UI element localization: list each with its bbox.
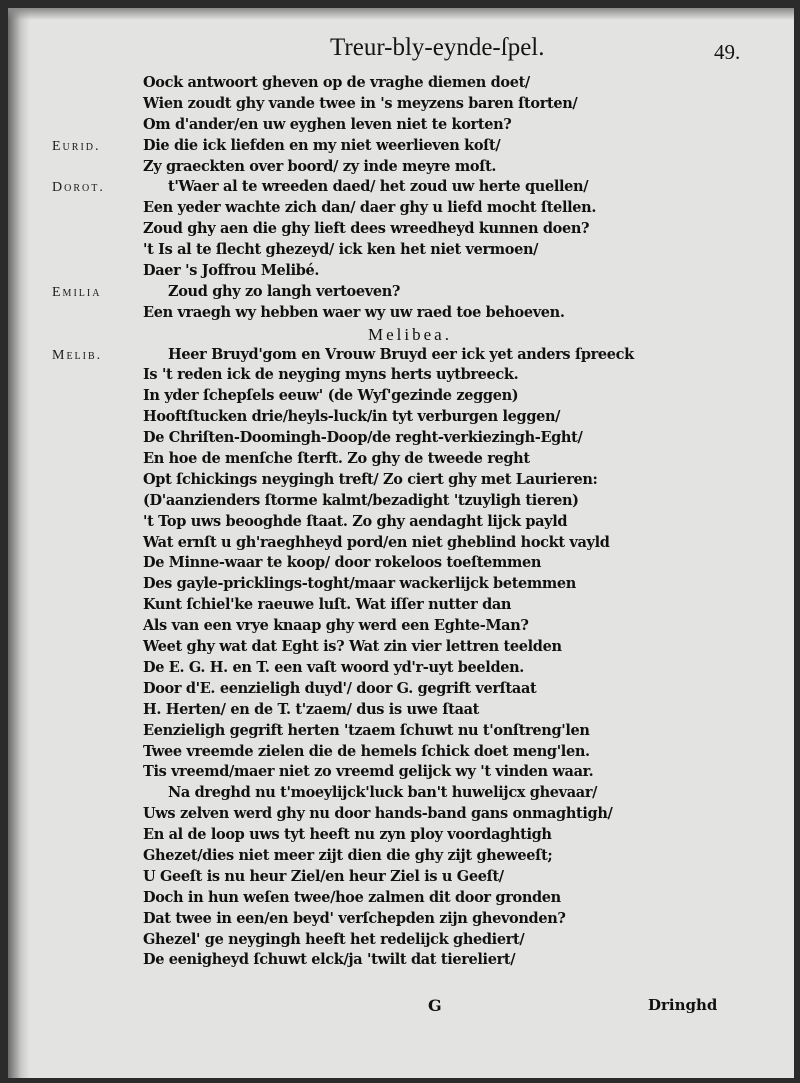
verse-text-line: Kunt ſchiel'ke raeuwe luſt. Wat iſſer nutter dan (143, 596, 512, 614)
verse-text-line: t'Waer al te wreeden daed/ het zoud uw herte quellen/ (168, 178, 589, 196)
scene-heading: Melibea. (368, 324, 452, 344)
running-title: Treur-bly-eynde-ſpel. (330, 34, 545, 61)
speaker-name: Eurid. (52, 138, 101, 154)
verse-text-line: Daer 's Joffrou Melibé. (143, 262, 320, 280)
verse-line (8, 304, 794, 325)
verse-text-line: Eenzieligh gegrift herten 'tzaem ſchuwt nu t'onſtreng'len (143, 721, 590, 739)
verse-line (8, 826, 794, 847)
verse-line (8, 722, 794, 743)
signature-mark: G (428, 996, 442, 1015)
verse-line (8, 680, 794, 701)
verse-text-line: H. Herten/ en de T. t'zaem/ dus is uwe ſtaat (143, 700, 480, 718)
verse-text-line: Doch in hun weſen twee/hoe zalmen dit door gronden (143, 888, 561, 906)
verse-text-line: (D'aanzienders ſtorme kalmt/bezadight 'tzuyligh tieren) (143, 491, 579, 509)
speaker-name: Melib. (52, 347, 103, 363)
verse-text-line: Hooftſtucken drie/heyls-luck/in tyt verburgen leggen/ (143, 408, 561, 426)
verse-line (8, 784, 794, 805)
verse-text-line: Des gayle-pricklings-toght/maar wackerlijck betemmen (143, 575, 576, 593)
verse-line (8, 743, 794, 764)
verse-line (8, 471, 794, 492)
verse-line (8, 513, 794, 534)
verse-text-line: Door d'E. eenzieligh duyd'/ door G. gegrift verſtaat (143, 679, 537, 697)
verse-line (8, 387, 794, 408)
top-edge-shadow (8, 8, 794, 20)
verse-text (8, 74, 794, 972)
verse-line (8, 638, 794, 659)
book-page (8, 8, 794, 1078)
verse-line (8, 346, 794, 367)
verse-text-line: 't Top uws beooghde ſtaat. Zo ghy aendaght lijck payld (143, 512, 568, 530)
verse-text-line: Ghezel' ge neygingh heeft het redelijck ghediert/ (143, 930, 525, 948)
verse-text-line: Zoud ghy aen die ghy lieft dees wreedheyd kunnen doen? (143, 220, 590, 238)
verse-line (8, 137, 794, 158)
page-footer (8, 996, 794, 1022)
verse-line (8, 701, 794, 722)
verse-line (8, 366, 794, 387)
verse-line (8, 617, 794, 638)
verse-text-line: De Minne-waar te koop/ door rokeloos toeſtemmen (143, 554, 542, 572)
verse-line (8, 262, 794, 283)
verse-text-line: Opt ſchickings neygingh treft/ Zo ciert ghy met Laurieren: (143, 470, 598, 488)
verse-line (8, 408, 794, 429)
verse-line (8, 325, 794, 346)
verse-line (8, 116, 794, 137)
verse-line (8, 847, 794, 868)
verse-text-line: Tis vreemd/maer niet zo vreemd gelijck wy 't vinden waar. (143, 763, 594, 781)
verse-line (8, 199, 794, 220)
verse-line (8, 158, 794, 179)
verse-text-line: De Chriſten-Doomingh-Doop/de reght-verkiezingh-Eght/ (143, 429, 583, 447)
verse-line (8, 575, 794, 596)
verse-line (8, 241, 794, 262)
verse-text-line: Weet ghy wat dat Eght is? Wat zin vier lettren teelden (143, 638, 562, 656)
verse-line (8, 805, 794, 826)
verse-line (8, 220, 794, 241)
verse-line (8, 95, 794, 116)
verse-line (8, 178, 794, 199)
verse-line (8, 763, 794, 784)
verse-line (8, 534, 794, 555)
verse-text-line: Die die ick liefden en my niet weerlieven koſt/ (143, 136, 501, 154)
verse-line (8, 889, 794, 910)
verse-line (8, 283, 794, 304)
verse-text-line: Twee vreemde zielen die de hemels ſchick doet meng'len. (143, 742, 590, 760)
verse-text-line: En al de loop uws tyt heeft nu zyn ploy voordaghtigh (143, 826, 552, 844)
verse-line (8, 931, 794, 952)
verse-text-line: Is 't reden ick de neyging myns herts uytbreeck. (143, 366, 519, 384)
verse-text-line: Wat ernſt u gh'raeghheyd pord/en niet gheblind hockt vayld (143, 533, 610, 551)
verse-text-line: Ghezet/dies niet meer zijt dien die ghy zijt gheweeſt; (143, 846, 553, 864)
speaker-name: Emilia (52, 284, 102, 300)
verse-text-line: Dat twee in een/en beyd' verſchepden zijn ghevonden? (143, 909, 566, 927)
verse-text-line: Een yeder wachte zich dan/ daer ghy u liefd mocht ſtellen. (143, 199, 597, 217)
verse-text-line: Na dreghd nu t'moeylijck'luck ban't huwelijcx ghevaar/ (168, 784, 598, 802)
verse-text-line: Om d'ander/en uw eyghen leven niet te korten? (143, 115, 512, 133)
verse-text-line: Als van een vrye knaap ghy werd een Eghte-Man? (143, 617, 529, 635)
verse-line (8, 492, 794, 513)
verse-text-line: 't Is al te ſlecht ghezeyd/ ick ken het niet vermoen/ (143, 241, 539, 259)
verse-text-line: De E. G. H. en T. een vaſt woord yd'r-uyt beelden. (143, 658, 525, 676)
verse-line (8, 554, 794, 575)
verse-line (8, 450, 794, 471)
speaker-name: Dorot. (52, 180, 105, 196)
verse-line (8, 951, 794, 972)
verse-text-line: U Geeſt is nu heur Ziel/en heur Ziel is u Geeſt/ (143, 867, 504, 885)
verse-text-line: Een vraegh wy hebben waer wy uw raed toe behoeven. (143, 303, 565, 321)
verse-line (8, 429, 794, 450)
verse-line (8, 659, 794, 680)
verse-line (8, 596, 794, 617)
page-number: 49. (714, 40, 741, 64)
verse-text-line: Oock antwoort gheven op de vraghe diemen doet/ (143, 74, 530, 91)
verse-text-line: In yder ſchepſels eeuw' (de Wyſ'gezinde zeggen) (143, 387, 519, 405)
verse-text-line: En hoe de menſche ſterft. Zo ghy de tweede reght (143, 450, 530, 468)
verse-text-line: Wien zoudt ghy vande twee in 's meyzens baren ſtorten/ (143, 94, 578, 112)
catchword: Dringhd (648, 996, 718, 1014)
verse-text-line: Zoud ghy zo langh vertoeven? (168, 282, 401, 300)
verse-text-line: Heer Bruyd'gom en Vrouw Bruyd eer ick yet anders ſpreeck (168, 345, 634, 363)
verse-text-line: De eenigheyd ſchuwt elck/ja 'twilt dat tiereliert/ (143, 951, 516, 969)
page-header (8, 34, 794, 68)
verse-line (8, 74, 794, 95)
verse-line (8, 910, 794, 931)
verse-text-line: Zy graeckten over boord/ zy inde meyre moſt. (143, 157, 497, 175)
verse-line (8, 868, 794, 889)
verse-text-line: Uws zelven werd ghy nu door hands-band gans onmaghtigh/ (143, 805, 613, 823)
